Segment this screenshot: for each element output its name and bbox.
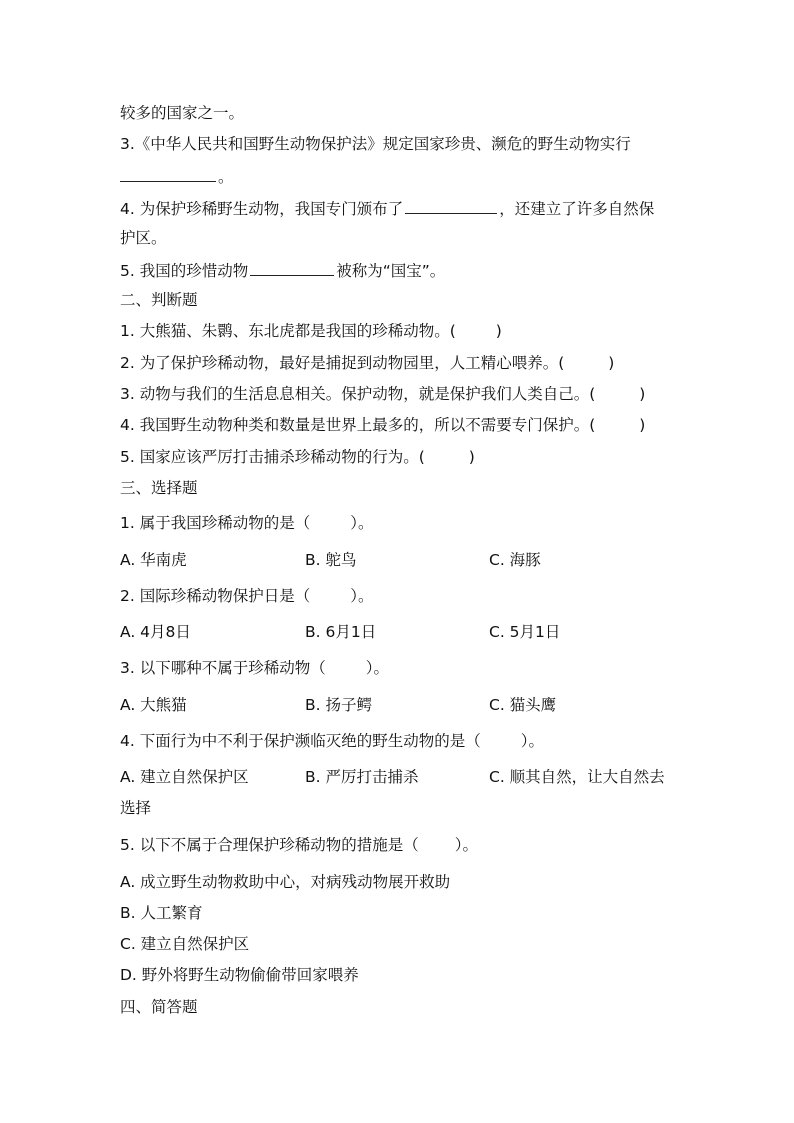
answer-blank[interactable] bbox=[120, 165, 216, 182]
fill-q4-continuation: 护区。 bbox=[120, 229, 167, 247]
answer-blank[interactable] bbox=[250, 259, 334, 276]
answer-blank[interactable] bbox=[405, 197, 497, 214]
choice-q1-option-b[interactable]: B. 鸵鸟 bbox=[305, 551, 357, 569]
choice-heading: 三、选择题 bbox=[120, 479, 198, 497]
judge-item-2: 2. 为了保护珍稀动物，最好是捕捉到动物园里，人工精心喂养。( ) bbox=[120, 354, 615, 372]
choice-q4-stem: 4. 下面行为中不利于保护濒临灭绝的野生动物的是（ ）。 bbox=[120, 732, 544, 750]
choice-q5-option-a[interactable]: A. 成立野生动物救助中心，对病残动物展开救助 bbox=[120, 873, 451, 891]
choice-q2-option-a[interactable]: A. 4月8日 bbox=[120, 623, 191, 641]
choice-q3-stem: 3. 以下哪种不属于珍稀动物（ ）。 bbox=[120, 659, 389, 677]
judge-item-3: 3. 动物与我们的生活息息相关。保护动物，就是保护我们人类自己。( ) bbox=[120, 385, 646, 403]
choice-q3-option-b[interactable]: B. 扬子鳄 bbox=[305, 696, 372, 714]
judge-item-4: 4. 我国野生动物种类和数量是世界上最多的，所以不需要专门保护。( ) bbox=[120, 416, 646, 434]
choice-q2-option-c[interactable]: C. 5月1日 bbox=[489, 623, 561, 641]
fill-q4: 4. 为保护珍稀野生动物，我国专门颁布了 ，还建立了许多自然保 bbox=[120, 197, 680, 219]
choice-q5-stem: 5. 以下不属于合理保护珍稀动物的措施是（ ）。 bbox=[120, 836, 478, 854]
fill-q5: 5. 我国的珍惜动物 被称为“国宝”。 bbox=[120, 259, 680, 281]
fill-q3-text: 3.《中华人民共和国野生动物保护法》规定国家珍贵、濒危的野生动物实行 bbox=[120, 135, 631, 153]
choice-q3-option-a[interactable]: A. 大熊猫 bbox=[120, 696, 187, 714]
choice-q1-option-c[interactable]: C. 海豚 bbox=[489, 551, 541, 569]
choice-q5-option-c[interactable]: C. 建立自然保护区 bbox=[120, 935, 250, 953]
choice-q3-option-c[interactable]: C. 猫头鹰 bbox=[489, 696, 557, 714]
choice-q4-option-a[interactable]: A. 建立自然保护区 bbox=[120, 768, 249, 786]
fill-q2-continuation: 较多的国家之一。 bbox=[120, 104, 245, 122]
choice-q1-option-a[interactable]: A. 华南虎 bbox=[120, 551, 187, 569]
choice-q2-stem: 2. 国际珍稀动物保护日是（ ）。 bbox=[120, 587, 374, 605]
fill-q3-answer-line: 。 bbox=[120, 165, 680, 187]
choice-q5-option-b[interactable]: B. 人工繁育 bbox=[120, 904, 203, 922]
judge-item-5: 5. 国家应该严厉打击捕杀珍稀动物的行为。( ) bbox=[120, 448, 475, 466]
judge-item-1: 1. 大熊猫、朱鹮、东北虎都是我国的珍稀动物。( ) bbox=[120, 322, 502, 340]
choice-q1-stem: 1. 属于我国珍稀动物的是（ ）。 bbox=[120, 514, 374, 532]
judge-heading: 二、判断题 bbox=[120, 291, 198, 309]
choice-q4-option-c-continuation: 选择 bbox=[120, 799, 152, 817]
choice-q2-option-b[interactable]: B. 6月1日 bbox=[305, 623, 377, 641]
choice-q5-option-d[interactable]: D. 野外将野生动物偷偷带回家喂养 bbox=[120, 966, 359, 984]
choice-q4-option-c[interactable]: C. 顺其自然，让大自然去 bbox=[489, 768, 665, 786]
choice-q4-option-b[interactable]: B. 严厉打击捕杀 bbox=[305, 768, 419, 786]
short-answer-heading: 四、简答题 bbox=[120, 998, 198, 1016]
